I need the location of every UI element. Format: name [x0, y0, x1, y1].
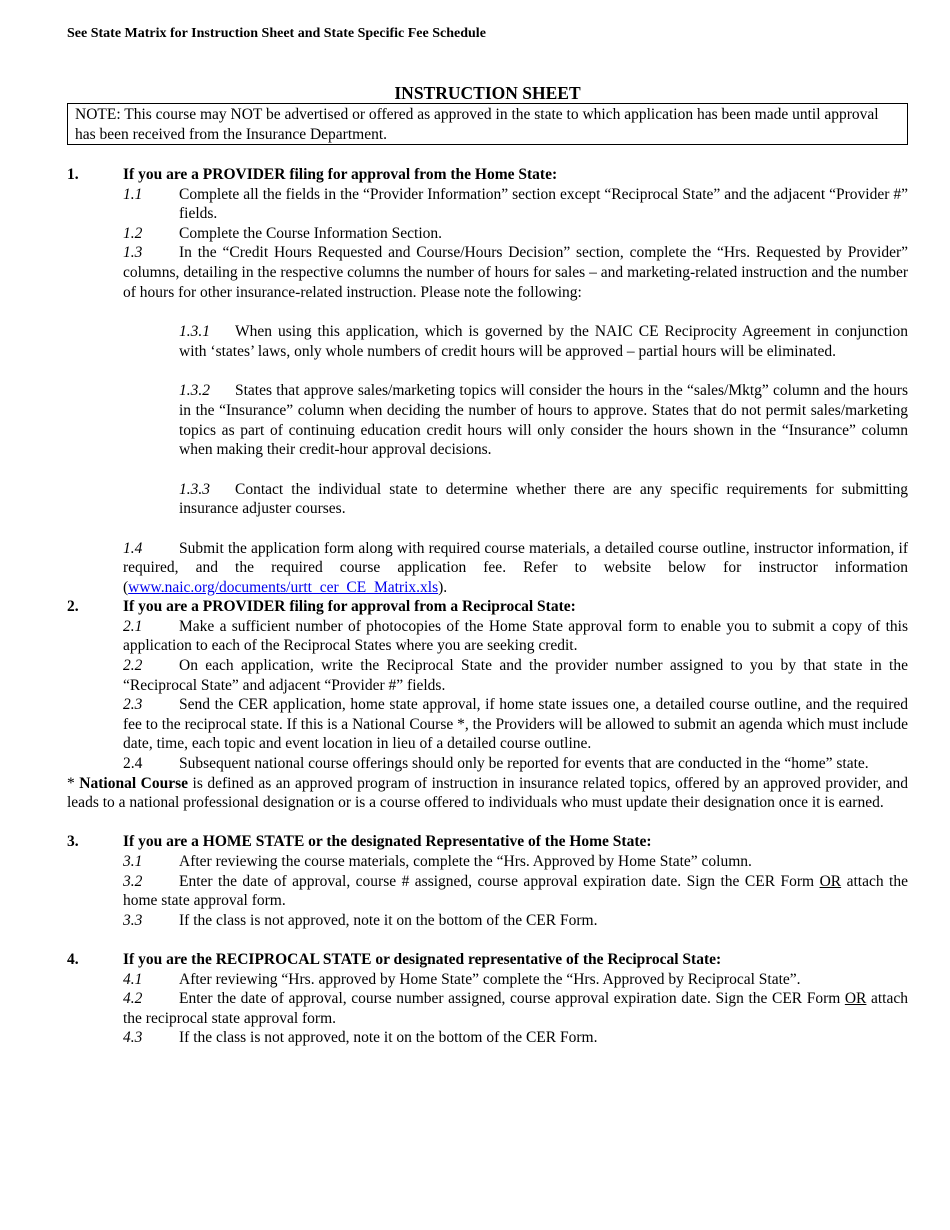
item-text: Make a sufficient number of photocopies of the Home State approval form to enable you to submit a copy of this application to each of the Reciprocal States where you are seeking credit. [123, 617, 908, 655]
item-text: Enter the date of approval, course number assigned, course approval expiration date. Sign the CER Form [179, 990, 845, 1008]
or-emphasis: OR [844, 990, 867, 1008]
item-1-3-3 [179, 480, 908, 519]
item-3-2 [123, 872, 908, 911]
instructions-body [67, 165, 908, 1048]
section-4-heading [67, 950, 908, 970]
item-label: 1.3.2 [179, 382, 210, 400]
section-title: If you are a PROVIDER filing for approval from a Reciprocal State: [123, 598, 576, 616]
item-label: 2.1 [123, 617, 143, 635]
item-3-1 [123, 852, 908, 872]
item-text: On each application, write the Reciprocal State and the provider number assigned to you by that state in the “Reciprocal State” and adjacent “Provider #” fields. [123, 657, 908, 694]
item-text-tail: attach the reciprocal state approval form. [123, 990, 908, 1027]
item-label: 1.3.1 [179, 323, 210, 341]
asterisk: * [67, 774, 80, 792]
page-title: INSTRUCTION SHEET [394, 83, 581, 103]
item-label: 1.4 [123, 539, 143, 557]
item-2-3 [123, 695, 908, 754]
item-1-3 [123, 243, 908, 302]
item-text-tail: ). [438, 578, 448, 596]
item-text: Contact the individual state to determine whether there are any specific requirements for submitting insurance adjuster courses. [179, 480, 908, 518]
item-1-3-2 [179, 381, 908, 459]
item-label: 4.2 [123, 990, 143, 1008]
item-label: 1.1 [123, 185, 143, 203]
item-1-2 [123, 224, 908, 244]
item-text: After reviewing “Hrs. approved by Home State” complete the “Hrs. Approved by Reciprocal State”. [179, 970, 801, 988]
section-number: 3. [67, 833, 79, 851]
item-2-2 [123, 656, 908, 695]
item-label: 2.4 [123, 755, 143, 773]
note-box: NOTE: This course may NOT be advertised or offered as approved in the state to which application has been made until approval has been received from the Insurance Department. [67, 103, 908, 145]
item-text: Enter the date of approval, course # assigned, course approval expiration date. Sign the CER Form [179, 872, 820, 890]
item-4-1 [123, 970, 908, 990]
item-text: After reviewing the course materials, complete the “Hrs. Approved by Home State” column. [179, 853, 752, 870]
section-title: If you are a HOME STATE or the designated Representative of the Home State: [123, 833, 652, 851]
item-text: Complete the Course Information Section. [179, 224, 443, 242]
section-1-heading [67, 165, 908, 185]
item-label: 1.2 [123, 224, 143, 242]
item-text: Submit the application form along with required course materials, a detailed course outline, instructor information, if required, and the required course application fee. Refer to website below for instructor information ( [123, 539, 908, 596]
item-text: Send the CER application, home state approval, if home state issues one, a detailed course outline, and the required fee to the reciprocal state. If this is a National Course *, the Providers will be allowed to submit an agenda which must include date, time, each topic and event location in lieu of a detailed course outline. [123, 696, 908, 753]
item-text: When using this application, which is governed by the NAIC CE Reciprocity Agreement in conjunction with ‘states’ laws, only whole numbers of credit hours will be approved – partial hours will be eliminated. [179, 323, 908, 360]
item-1-3-1 [179, 322, 908, 361]
or-emphasis: OR [819, 872, 842, 890]
item-1-4 [123, 539, 908, 598]
item-2-4 [123, 754, 908, 774]
item-text: If the class is not approved, note it on the bottom of the CER Form. [179, 911, 598, 929]
item-label: 1.3 [123, 244, 143, 262]
cer-matrix-link[interactable]: www.naic.org/documents/urtt_cer_CE_Matrix.xls [128, 578, 439, 596]
item-label: 3.1 [123, 853, 143, 870]
item-text: If the class is not approved, note it on the bottom of the CER Form. [179, 1029, 598, 1047]
national-course-definition [67, 774, 908, 813]
item-text: Subsequent national course offerings should only be reported for events that are conducted in the “home” state. [179, 755, 869, 773]
section-2-heading [67, 597, 908, 617]
item-text: In the “Credit Hours Requested and Course/Hours Decision” section, complete the “Hrs. Requested by Provider” columns, detailing in the respective columns the number of hours for sales – and marketing-related instruction and the number of hours for other insurance-related instruction. Please note the following: [123, 244, 908, 301]
item-label: 4.1 [123, 970, 143, 988]
item-text-tail: attach the home state approval form. [123, 872, 908, 910]
item-4-2 [123, 989, 908, 1028]
item-text: States that approve sales/marketing topics will consider the hours in the “sales/Mktg” column and the hours in the “Insurance” column when deciding the number of hours to approve. States that do not permit sales/marketing topics as part of continuing education credit hours will only consider the hours shown in the “Insurance” column when making their credit-hour approval decisions. [179, 382, 908, 459]
section-3-heading [67, 832, 908, 852]
page-header: See State Matrix for Instruction Sheet and State Specific Fee Schedule [67, 26, 486, 41]
item-text: Complete all the fields in the “Provider Information” section except “Reciprocal State” and the adjacent “Provider #” fields. [179, 185, 908, 223]
item-2-1 [123, 617, 908, 656]
section-number: 4. [67, 950, 79, 968]
definition-text: is defined as an approved program of instruction in insurance related topics, offered by an approved provider, and leads to a national professional designation or is a course offered to individuals who must update their designation once it is earned. [67, 774, 909, 812]
item-label: 1.3.3 [179, 480, 210, 498]
section-number: 1. [67, 166, 79, 183]
item-label: 3.3 [123, 911, 143, 929]
item-label: 3.2 [123, 872, 143, 890]
item-3-3 [123, 911, 908, 931]
item-label: 2.3 [123, 696, 143, 714]
item-label: 2.2 [123, 657, 143, 675]
item-1-1 [123, 185, 908, 224]
item-label: 4.3 [123, 1029, 143, 1047]
defined-term: National Course [79, 774, 188, 792]
item-4-3 [123, 1028, 908, 1048]
section-number: 2. [67, 598, 79, 616]
section-title: If you are the RECIPROCAL STATE or designated representative of the Reciprocal State: [123, 950, 722, 968]
section-title: If you are a PROVIDER filing for approval from the Home State: [123, 166, 558, 183]
